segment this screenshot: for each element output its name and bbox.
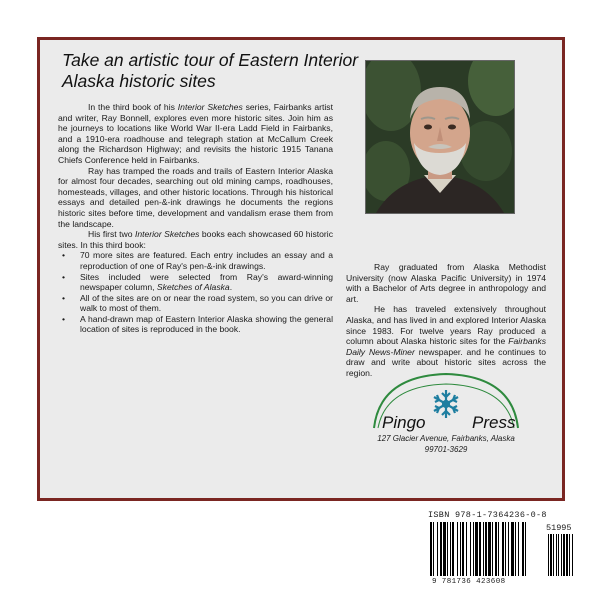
feature-list (58, 250, 333, 335)
bullet-icon: • (62, 250, 66, 261)
publisher-address: 127 Glacier Avenue, Fairbanks, Alaska (377, 434, 515, 443)
column-title: Sketches of Alaska (156, 282, 230, 293)
barcode-icon (418, 508, 590, 588)
intro-text: books each showcased 60 historic sites. In this third book: (58, 229, 333, 250)
feature-text: 70 more sites are featured. Each entry includes an essay and a reproduction of one of Ray's pen-&-ink drawings. (80, 250, 333, 271)
price-code: 51995 (546, 523, 572, 533)
description-column (58, 102, 333, 335)
bio-paragraph-1: Ray graduated from Alaska Methodist University (now Alaska Pacific University) in 1974 with a Bachelor of Arts degree in anthropology and art. (346, 262, 546, 304)
feature-item (58, 314, 333, 335)
cover-headline: Take an artistic tour of Eastern Interior Alaska historic sites (62, 50, 359, 91)
author-bio-column (346, 262, 546, 379)
bio-text: newspaper. and he continues to draw and write about historic sites across the region. (346, 346, 547, 378)
author-portrait-icon (366, 61, 514, 213)
publisher-name-right: Press (472, 413, 516, 432)
back-cover-panel (37, 37, 565, 501)
bullet-icon: • (62, 292, 66, 303)
feature-text: Sites included were selected from Ray's award-winning newspaper column, (80, 271, 333, 293)
bullet-icon: • (62, 313, 66, 324)
feature-item (58, 272, 333, 293)
intro-text: His first two (88, 229, 135, 240)
intro-text: In the third book of his (88, 102, 178, 112)
series-title: Interior Sketches (134, 229, 200, 240)
publisher-zip: 99701-3629 (424, 445, 468, 454)
feature-item (58, 250, 333, 271)
feature-item (58, 293, 333, 314)
intro-paragraph-2: Ray has tramped the roads and trails of Eastern Interior Alaska for almost four decades, searching out old mining camps, roadhouses, homesteads, villages, and other historic locations. Through his historical essays and detailed pen-&-ink drawings he documents the regions historic sites before time, development and vandalism erase them from the landscape. (58, 165, 333, 229)
feature-text: All of the sites are on or near the road system, so you can drive or walk to most of them. (80, 292, 333, 314)
publisher-logo (366, 368, 526, 468)
series-title: Interior Sketches (177, 102, 243, 112)
isbn-label: ISBN 978-1-7364236-0-8 (428, 510, 547, 520)
bio-text: He has traveled extensively throughout Alaska, and has lived in and explored Interior Alaska since 1983. For twelve years Ray produced a column about Alaska historic sites for the (346, 304, 546, 347)
isbn-barcode (418, 508, 590, 588)
snowflake-icon (434, 390, 458, 418)
bullet-icon: • (62, 271, 66, 282)
intro-paragraph-3 (58, 229, 333, 250)
feature-text: . (229, 282, 233, 293)
isbn-digits: 9 781736 423608 (432, 578, 506, 586)
newspaper-title: Fairbanks Daily News-Miner (346, 336, 546, 357)
intro-text: series, Fairbanks artist and writer, Ray Bonnell, explores even more historic sites. Join him as he journeys to locations like World War II-era Ladd Field in Fairbanks, and a 1910-era roadhouse and telegraph station at McCallum Creek along the Richardson Highway; and revisits the historic 1915 Tanana Chiefs Conference held in Fairbanks. (58, 102, 333, 165)
author-photo (365, 60, 515, 214)
intro-paragraph-1 (58, 102, 333, 166)
feature-text: A hand-drawn map of Eastern Interior Alaska showing the general location of sites is reproduced in the book. (80, 313, 333, 335)
publisher-name-left: Pingo (382, 413, 426, 432)
